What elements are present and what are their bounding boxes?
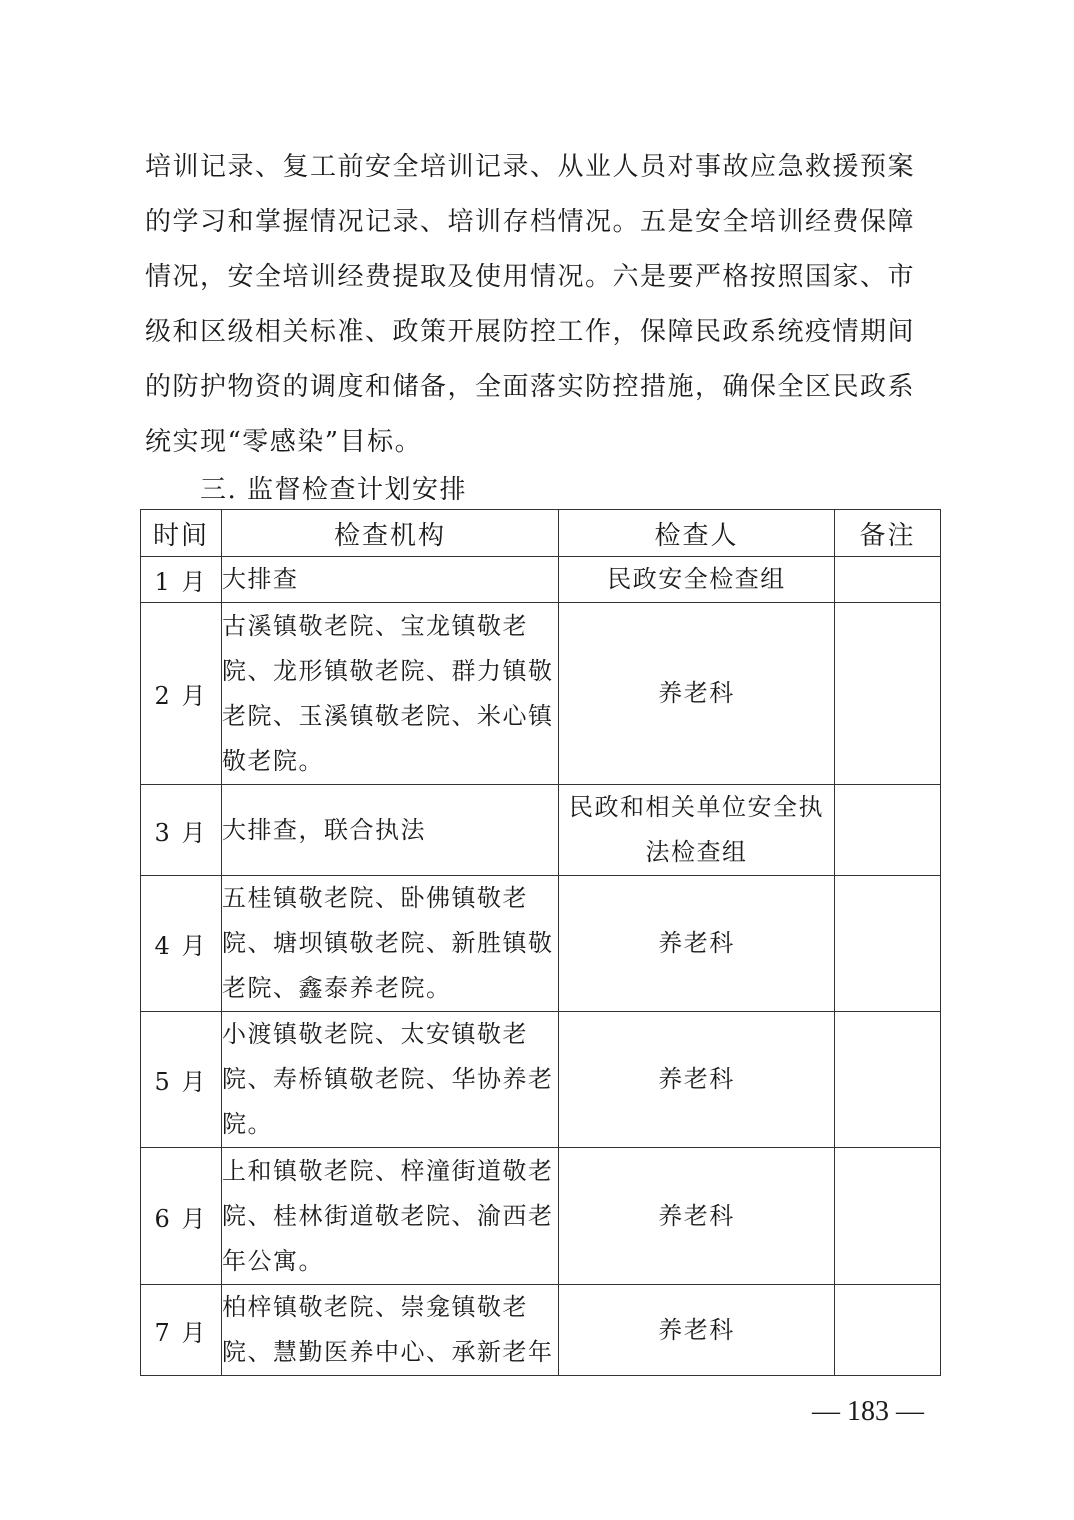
month-cell: 5 月 — [141, 1012, 222, 1148]
inspector-line: 养老科 — [658, 1065, 735, 1093]
organization-cell — [222, 876, 559, 1012]
organization-cell — [222, 1148, 559, 1285]
organization-line: 院、龙形镇敬老院、群力镇敬 — [222, 656, 554, 685]
organization-cell — [222, 557, 559, 603]
table-row — [141, 603, 941, 785]
organization-line: 大排查，联合执法 — [222, 815, 426, 844]
inspector-cell — [559, 785, 835, 876]
inspection-plan-table — [140, 509, 941, 1376]
table-row — [141, 557, 941, 603]
month-cell: 3 月 — [141, 785, 222, 876]
organization-line: 五桂镇敬老院、卧佛镇敬老 — [222, 884, 528, 912]
inspector-line: 养老科 — [658, 929, 735, 957]
paragraph-line: 的防护物资的调度和储备，全面落实防控措施，确保全区民政系 — [145, 372, 916, 402]
table-row — [141, 876, 941, 1012]
inspector-cell — [559, 557, 835, 603]
organization-line: 院、慧勤医养中心、承新老年 — [222, 1338, 554, 1366]
month-cell: 2 月 — [141, 603, 222, 785]
note-cell — [835, 603, 941, 785]
paragraph-line: 情况，安全培训经费提取及使用情况。六是要严格按照国家、市 — [145, 262, 916, 292]
note-cell — [835, 1285, 941, 1376]
inspector-line: 养老科 — [658, 1201, 735, 1230]
organization-line: 敬老院。 — [222, 746, 324, 775]
organization-line: 柏梓镇敬老院、崇龛镇敬老 — [222, 1293, 528, 1321]
section-heading: 三. 监督检查计划安排 — [200, 475, 468, 505]
organization-line: 老院、鑫泰养老院。 — [222, 974, 452, 1002]
organization-line: 院。 — [222, 1110, 273, 1138]
month-cell: 1 月 — [141, 557, 222, 603]
note-cell — [835, 1012, 941, 1148]
note-cell — [835, 557, 941, 603]
month-cell: 7 月 — [141, 1285, 222, 1376]
header-note: 备注 — [835, 510, 941, 557]
inspector-cell — [559, 876, 835, 1012]
paragraph-line: 统实现“零感染”目标。 — [145, 427, 423, 457]
organization-line: 年公寓。 — [222, 1246, 324, 1275]
table-row — [141, 1148, 941, 1285]
inspector-cell — [559, 1285, 835, 1376]
note-cell — [835, 1148, 941, 1285]
inspector-line: 养老科 — [658, 679, 735, 707]
organization-line: 老院、玉溪镇敬老院、米心镇 — [222, 701, 554, 730]
inspector-cell — [559, 1012, 835, 1148]
inspector-cell — [559, 1148, 835, 1285]
body-paragraph — [145, 140, 945, 470]
organization-line: 古溪镇敬老院、宝龙镇敬老 — [222, 611, 528, 640]
organization-line: 院、寿桥镇敬老院、华协养老 — [222, 1065, 554, 1093]
inspector-line: 民政和相关单位安全执 — [569, 793, 824, 821]
organization-cell — [222, 603, 559, 785]
note-cell — [835, 876, 941, 1012]
organization-line: 院、塘坝镇敬老院、新胜镇敬 — [222, 929, 554, 957]
organization-line: 大排查 — [222, 565, 299, 593]
organization-line: 院、桂林街道敬老院、渝西老 — [222, 1201, 554, 1230]
organization-cell — [222, 1285, 559, 1376]
header-organization: 检查机构 — [222, 510, 559, 557]
table-row — [141, 785, 941, 876]
page-number: — 183 — — [812, 1396, 924, 1427]
note-cell — [835, 785, 941, 876]
month-cell: 6 月 — [141, 1148, 222, 1285]
inspector-line: 养老科 — [658, 1315, 735, 1344]
paragraph-line: 级和区级相关标准、政策开展防控工作，保障民政系统疫情期间 — [145, 317, 916, 347]
table-header-row — [141, 510, 941, 557]
organization-line: 小渡镇敬老院、太安镇敬老 — [222, 1020, 528, 1048]
table-row — [141, 1285, 941, 1376]
header-time: 时间 — [141, 510, 222, 557]
header-inspector: 检查人 — [559, 510, 835, 557]
month-cell: 4 月 — [141, 876, 222, 1012]
inspector-line: 民政安全检查组 — [607, 565, 786, 593]
inspector-cell — [559, 603, 835, 785]
organization-cell — [222, 1012, 559, 1148]
table-row — [141, 1012, 941, 1148]
organization-cell — [222, 785, 559, 876]
paragraph-line: 培训记录、复工前安全培训记录、从业人员对事故应急救援预案 — [145, 152, 916, 182]
organization-line: 上和镇敬老院、梓潼街道敬老 — [222, 1156, 554, 1185]
inspector-line: 法检查组 — [645, 838, 748, 866]
paragraph-line: 的学习和掌握情况记录、培训存档情况。五是安全培训经费保障 — [145, 207, 916, 237]
